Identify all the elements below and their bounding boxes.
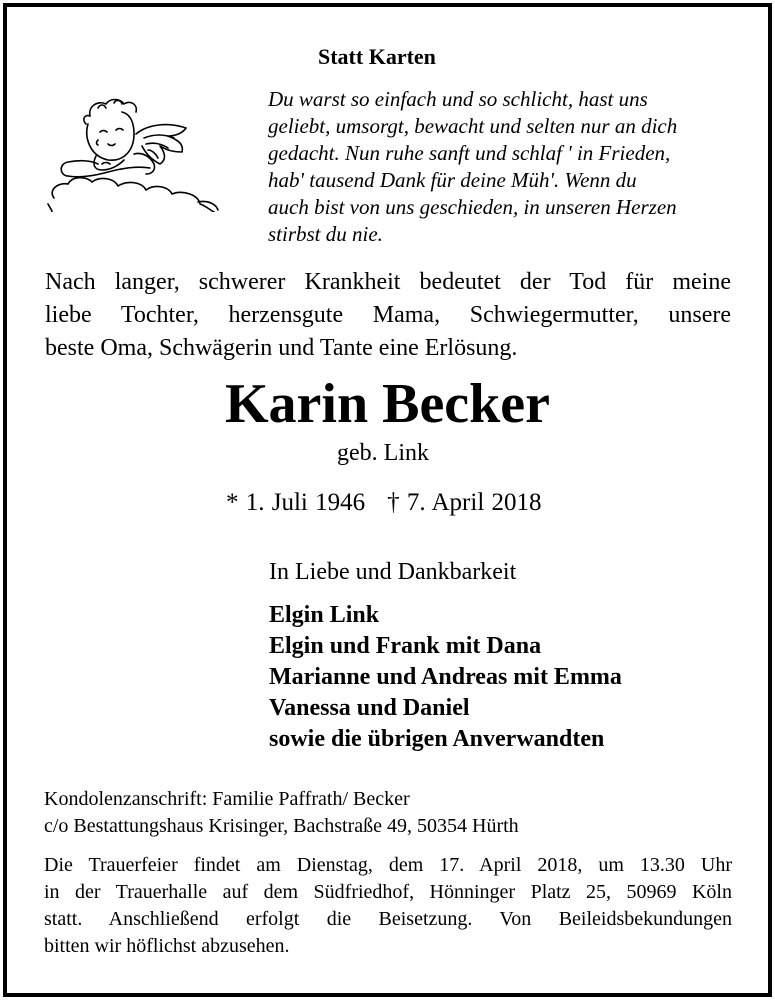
birth-date: * 1. Juli 1946 xyxy=(226,489,366,516)
poem-line: geliebt, umsorgt, bewacht und selten nur an dich xyxy=(268,114,678,138)
condolence-line: Kondolenzanschrift: Familie Paffrath/ Becker xyxy=(44,788,410,810)
mourner-line: Marianne und Andreas mit Emma xyxy=(269,664,622,690)
funeral-line: statt. Anschließend erfolgt die Beisetzung. Von Beileidsbekundungen xyxy=(44,908,732,930)
mourners-list xyxy=(269,600,622,755)
notice-heading: Statt Karten xyxy=(318,44,436,69)
mourner-line: Elgin und Frank mit Dana xyxy=(269,633,542,659)
intro-line: beste Oma, Schwägerin und Tante eine Erlösung. xyxy=(45,335,518,361)
mourner-line: sowie die übrigen Anverwandten xyxy=(269,726,605,752)
intro-line: liebe Tochter, herzensgute Mama, Schwiegermutter, unsere xyxy=(45,302,731,328)
mourner-line: Vanessa und Daniel xyxy=(269,695,470,721)
deceased-name: Karin Becker xyxy=(224,373,551,435)
mourner-line: Elgin Link xyxy=(269,602,380,628)
funeral-line: in der Trauerhalle auf dem Südfriedhof, Hönninger Platz 25, 50969 Köln xyxy=(44,881,732,903)
funeral-line: Die Trauerfeier findet am Dienstag, dem 17. April 2018, um 13.30 Uhr xyxy=(44,854,732,876)
condolence-address xyxy=(44,786,519,840)
poem-line: gedacht. Nun ruhe sanft und schlaf ' in Frieden, xyxy=(268,141,671,165)
poem-line: hab' tausend Dank für deine Müh'. Wenn du xyxy=(268,168,637,192)
love-line: In Liebe und Dankbarkeit xyxy=(269,559,517,585)
condolence-line: c/o Bestattungshaus Krisinger, Bachstraße 49, 50354 Hürth xyxy=(44,815,519,837)
angel-icon xyxy=(38,94,220,212)
maiden-name: geb. Link xyxy=(337,440,429,466)
death-date: † 7. April 2018 xyxy=(387,489,542,516)
poem-line: stirbst du nie. xyxy=(268,222,383,246)
life-dates xyxy=(226,489,542,517)
intro-paragraph xyxy=(45,266,731,365)
intro-line: Nach langer, schwerer Krankheit bedeutet der Tod für meine xyxy=(45,269,731,295)
poem xyxy=(268,86,677,248)
funeral-line: bitten wir höflichst abzusehen. xyxy=(44,935,290,957)
poem-line: Du warst so einfach und so schlicht, hast uns xyxy=(268,87,648,111)
poem-line: auch bist von uns geschieden, in unseren Herzen xyxy=(268,195,677,219)
funeral-info xyxy=(44,852,732,960)
